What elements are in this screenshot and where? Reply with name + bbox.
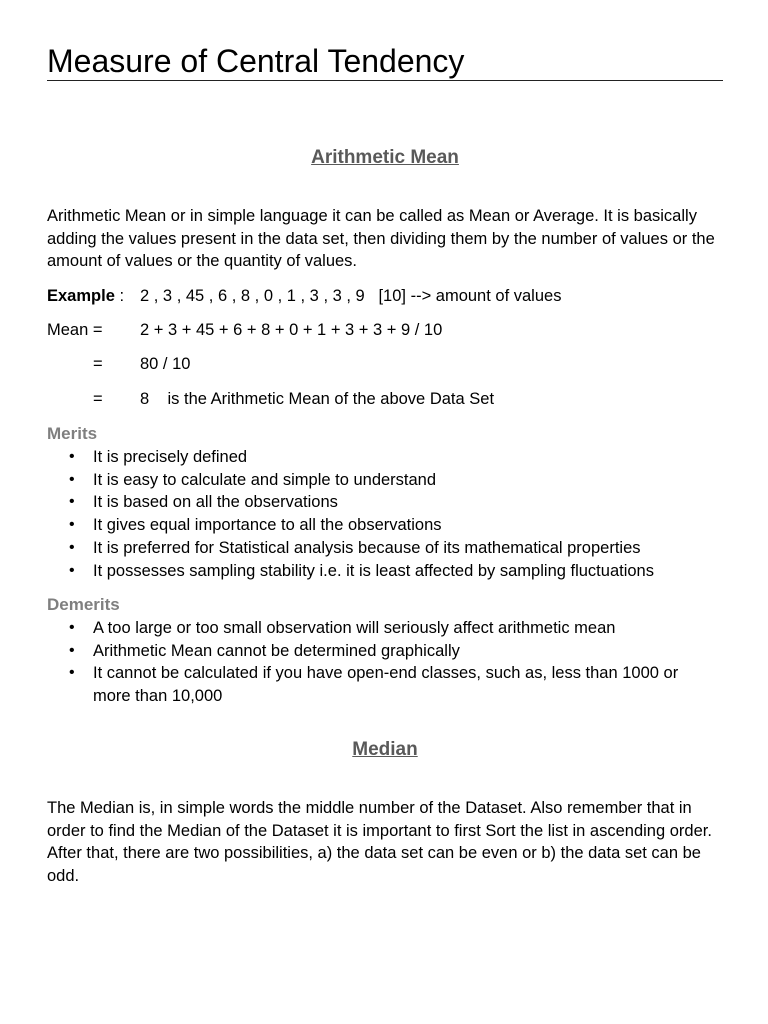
bullet-icon: • — [69, 493, 75, 511]
merit-text: It is based on all the observations — [93, 493, 338, 512]
equals-sign-1: = — [93, 355, 103, 373]
equals-row-1 — [47, 353, 190, 375]
merit-text: It possesses sampling stability i.e. it is least affected by sampling fluctuations — [93, 561, 654, 580]
title-underline-rule — [47, 80, 723, 81]
merit-text: It is precisely defined — [93, 448, 248, 466]
merit-text: It is preferred for Statistical analysis because of its mathematical properties — [93, 538, 641, 557]
bullet-icon: • — [69, 470, 75, 488]
merit-item — [47, 537, 723, 560]
equals-value-2: 8 is the Arithmetic Mean of the above Data Set — [140, 390, 495, 408]
demerit-item — [47, 617, 723, 640]
example-colon: : — [114, 287, 125, 305]
page-title: Measure of Central Tendency — [47, 43, 465, 79]
equals-row-2 — [47, 388, 494, 410]
arithmetic-mean-heading: Arithmetic Mean — [311, 147, 459, 168]
merit-text: It is easy to calculate and simple to understand — [93, 470, 437, 489]
merit-item — [47, 560, 723, 583]
merit-item — [47, 514, 723, 537]
demerit-text: Arithmetic Mean cannot be determined graphically — [93, 641, 460, 660]
merit-text: It gives equal importance to all the observations — [93, 516, 442, 535]
bullet-icon: • — [69, 516, 75, 534]
mean-label: Mean = — [47, 321, 103, 339]
demerit-item — [47, 662, 713, 707]
merits-heading: Merits — [47, 424, 98, 443]
example-row — [47, 285, 561, 307]
example-label-group — [47, 285, 140, 307]
example-values: 2 , 3 , 45 , 6 , 8 , 0 , 1 , 3 , 3 , 9 [10] --> amount of values — [140, 287, 562, 305]
median-intro: The Median is, in simple words the middle number of the Dataset. Also remember that in order to find the Median of the Dataset it is important to first Sort the list in ascending order. After that, there are two possibilities, a) the data set can be even or b) the data set can be odd. — [47, 799, 712, 886]
arithmetic-mean-intro: Arithmetic Mean or in simple language it can be called as Mean or Average. It is basically adding the values present in the data set, then dividing them by the number of values or the amount of values or the quantity of values. — [47, 207, 715, 271]
bullet-icon: • — [69, 664, 75, 682]
bullet-icon: • — [69, 561, 75, 579]
demerit-text: It cannot be calculated if you have open-end classes, such as, less than 1000 or more than 10,000 — [93, 664, 679, 706]
bullet-icon: • — [69, 619, 75, 636]
bullet-icon: • — [69, 538, 75, 556]
demerits-heading: Demerits — [47, 595, 120, 614]
demerits-list — [47, 617, 723, 708]
merit-item — [47, 446, 723, 469]
equals-sign-2: = — [93, 390, 103, 408]
merit-item — [47, 491, 723, 514]
bullet-icon: • — [69, 448, 75, 465]
merits-list — [47, 446, 723, 582]
median-heading: Median — [352, 739, 418, 760]
bullet-icon: • — [69, 641, 75, 659]
example-label: Example — [47, 287, 115, 305]
equals-value-1: 80 / 10 — [140, 355, 191, 373]
demerit-text: A too large or too small observation will seriously affect arithmetic mean — [93, 619, 616, 637]
merit-item — [47, 469, 723, 492]
mean-row — [47, 319, 442, 341]
mean-expression: 2 + 3 + 45 + 6 + 8 + 0 + 1 + 3 + 3 + 9 / 10 — [140, 321, 443, 339]
demerit-item — [47, 640, 723, 663]
